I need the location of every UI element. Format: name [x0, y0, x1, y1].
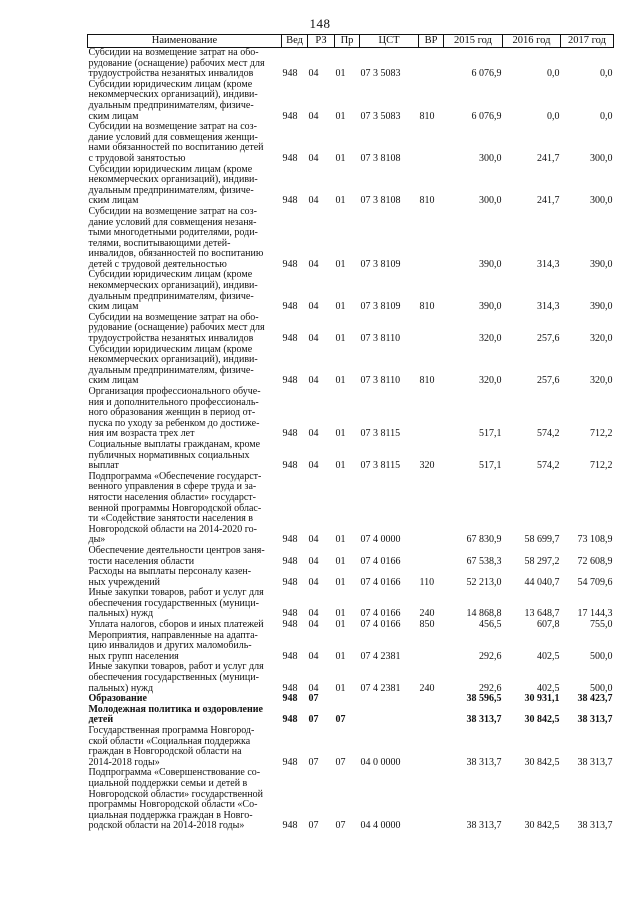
cell-name: Обеспечение деятельности центров заня- тости населения области — [88, 544, 265, 567]
cell-pr: 01 — [335, 258, 346, 270]
cell-name: Мероприятия, направленные на адапта- цию инвалидов и других маломобиль- ных групп населения — [88, 629, 258, 662]
cell-amount-2016: 257,6 — [537, 333, 560, 345]
cell-rz: 07 — [308, 820, 319, 832]
cell-ved: 948 — [282, 756, 298, 768]
table-row — [88, 387, 614, 440]
cell-amount-2016: 241,7 — [537, 195, 560, 207]
cell-vr: 110 — [419, 576, 435, 588]
header-rz: РЗ — [308, 35, 335, 48]
cell-amount-2015: 320,0 — [479, 375, 502, 387]
cell-cst: 07 4 0166 — [360, 555, 401, 567]
table-row — [88, 726, 614, 768]
cell-ved: 948 — [282, 714, 298, 726]
cell-vr: 240 — [419, 608, 435, 620]
cell-ved: 948 — [282, 682, 298, 694]
cell-amount-2016: 241,7 — [537, 152, 560, 164]
table-header — [88, 35, 614, 48]
cell-rz: 04 — [308, 576, 319, 588]
cell-pr: 01 — [335, 576, 346, 588]
cell-vr — [419, 631, 444, 663]
cell-amount-2016: 314,3 — [537, 258, 560, 270]
cell-rz: 07 — [308, 756, 319, 768]
cell-name: Субсидии на возмещение затрат на обо- рудование (оснащение) рабочих мест для трудоустройства незанятых инвалидов — [88, 47, 265, 80]
cell-vr — [419, 313, 444, 345]
cell-amount-2017: 500,0 — [590, 682, 613, 694]
cell-vr — [419, 122, 444, 164]
cell-amount-2015: 292,6 — [479, 650, 502, 662]
cell-amount-2015: 67 830,9 — [466, 534, 502, 546]
cell-amount-2017: 712,2 — [590, 460, 613, 472]
cell-pr: 01 — [335, 650, 346, 662]
header-pr: Пр — [335, 35, 360, 48]
cell-cst: 07 3 8110 — [360, 333, 401, 345]
cell-ved: 948 — [282, 258, 298, 270]
cell-cst: 07 3 8109 — [360, 258, 401, 270]
cell-name: Молодежная политика и оздоровление детей — [88, 703, 263, 726]
cell-vr: 810 — [419, 110, 435, 122]
cell-amount-2017: 755,0 — [590, 619, 613, 631]
cell-rz: 07 — [308, 693, 319, 705]
cell-name: Субсидии на возмещение затрат на соз- дание условий для совмещения незаня- тыми многодетными родителями, роди- телями, воспитывающими детей- инвалидов, обязанностей по воспитанию детей с трудовой деятельностью — [88, 205, 264, 270]
table-row — [88, 631, 614, 663]
cell-cst: 07 3 8115 — [360, 460, 401, 472]
cell-vr: 320 — [419, 460, 435, 472]
cell-ved: 948 — [282, 576, 298, 588]
cell-ved: 948 — [282, 333, 298, 345]
cell-cst: 07 3 8109 — [360, 301, 401, 313]
cell-amount-2015: 38 596,5 — [466, 693, 502, 705]
table-row — [88, 546, 614, 567]
cell-vr — [419, 768, 444, 832]
cell-name: Организация профессионального обуче- ния и дополнительного профессиональ- ного образования женщин в период от- пуска по уходу за ребенком до достиже- ния им возраста трех лет — [88, 386, 261, 440]
cell-name: Подпрограмма «Совершенствование со- циальной поддержки семьи и детей в Новгородской области» государственной программы Новгородской области «Со- циальная поддержка граждан в Новго- родской области на 2014-2018 годы» — [88, 767, 263, 832]
cell-rz: 04 — [308, 333, 319, 345]
cell-ved: 948 — [282, 619, 298, 631]
cell-amount-2015: 390,0 — [479, 258, 502, 270]
cell-amount-2016: 607,8 — [537, 619, 560, 631]
header-2016: 2016 год — [503, 35, 561, 48]
cell-amount-2017: 300,0 — [590, 195, 613, 207]
cell-pr — [335, 694, 360, 705]
cell-amount-2015: 38 313,7 — [466, 756, 502, 768]
cell-ved: 948 — [282, 650, 298, 662]
cell-amount-2015: 517,1 — [479, 428, 502, 440]
table-row — [88, 440, 614, 472]
cell-pr: 01 — [335, 460, 346, 472]
cell-amount-2017: 500,0 — [590, 650, 613, 662]
cell-rz: 04 — [308, 428, 319, 440]
cell-cst: 07 3 8108 — [360, 195, 401, 207]
cell-rz: 04 — [308, 619, 319, 631]
cell-rz: 04 — [308, 608, 319, 620]
cell-amount-2016: 30 931,1 — [524, 693, 560, 705]
header-name: Наименование — [88, 35, 282, 48]
cell-name: Субсидии юридическим лицам (кроме некоммерческих организаций), индиви- дуальным предпринимателям, физиче- ским лицам — [88, 78, 258, 122]
cell-pr: 01 — [335, 534, 346, 546]
cell-amount-2016: 257,6 — [537, 375, 560, 387]
cell-name: Государственная программа Новгород- ской области «Социальная поддержка граждан в Новгородской области на 2014-2018 годы» — [88, 725, 255, 768]
cell-amount-2017: 390,0 — [590, 301, 613, 313]
cell-ved: 948 — [282, 534, 298, 546]
cell-amount-2015: 300,0 — [479, 152, 502, 164]
cell-amount-2016: 58 699,7 — [524, 534, 560, 546]
cell-amount-2015: 300,0 — [479, 195, 502, 207]
cell-cst: 07 3 5083 — [360, 68, 401, 80]
cell-amount-2017: 38 313,7 — [577, 714, 613, 726]
cell-cst: 07 4 0166 — [360, 608, 401, 620]
table-row — [88, 567, 614, 588]
table-row — [88, 270, 614, 312]
cell-ved: 948 — [282, 820, 298, 832]
header-2017: 2017 год — [561, 35, 614, 48]
cell-pr: 01 — [335, 152, 346, 164]
cell-vr — [419, 726, 444, 768]
cell-ved: 948 — [282, 693, 298, 705]
cell-rz: 04 — [308, 650, 319, 662]
cell-amount-2017: 320,0 — [590, 333, 613, 345]
cell-amount-2015: 38 313,7 — [466, 714, 502, 726]
cell-pr: 01 — [335, 619, 346, 631]
cell-amount-2017: 0,0 — [600, 110, 613, 122]
cell-pr: 01 — [335, 301, 346, 313]
cell-pr: 01 — [335, 68, 346, 80]
cell-vr — [419, 48, 444, 80]
cell-rz: 04 — [308, 682, 319, 694]
table-row — [88, 122, 614, 164]
cell-amount-2016: 574,2 — [537, 460, 560, 472]
cell-vr: 850 — [419, 619, 435, 631]
cell-cst: 04 0 0000 — [360, 756, 401, 768]
cell-amount-2016: 44 040,7 — [524, 576, 560, 588]
table-row — [88, 662, 614, 694]
cell-pr: 01 — [335, 333, 346, 345]
cell-amount-2016: 574,2 — [537, 428, 560, 440]
cell-vr — [419, 472, 444, 546]
cell-vr — [419, 694, 444, 705]
cell-cst: 07 4 2381 — [360, 650, 401, 662]
table-row — [88, 48, 614, 80]
cell-name: Субсидии юридическим лицам (кроме некоммерческих организаций), индиви- дуальным предпринимателям, физиче- ским лицам — [88, 343, 258, 387]
cell-cst: 07 4 0166 — [360, 576, 401, 588]
cell-vr: 810 — [419, 301, 435, 313]
cell-amount-2017: 0,0 — [600, 68, 613, 80]
table-row — [88, 313, 614, 345]
cell-amount-2015: 67 538,3 — [466, 555, 502, 567]
cell-amount-2015: 390,0 — [479, 301, 502, 313]
cell-amount-2015: 320,0 — [479, 333, 502, 345]
cell-name: Расходы на выплаты персоналу казен- ных учреждений — [88, 566, 252, 588]
cell-cst: 07 4 0166 — [360, 619, 401, 631]
cell-name: Иные закупки товаров, работ и услуг для обеспечения государственных (муници- пальных) нужд — [88, 661, 264, 694]
cell-pr: 01 — [335, 555, 346, 567]
cell-amount-2016: 402,5 — [537, 682, 560, 694]
cell-vr — [419, 705, 444, 726]
header-2015: 2015 год — [444, 35, 503, 48]
cell-ved: 948 — [282, 375, 298, 387]
cell-ved: 948 — [282, 428, 298, 440]
cell-name: Уплата налогов, сборов и иных платежей — [88, 619, 264, 631]
cell-cst: 04 4 0000 — [360, 820, 401, 832]
cell-pr: 01 — [335, 195, 346, 207]
cell-pr: 01 — [335, 682, 346, 694]
cell-amount-2016: 30 842,5 — [524, 714, 560, 726]
cell-amount-2017: 38 313,7 — [577, 820, 613, 832]
cell-pr: 07 — [335, 714, 346, 726]
cell-cst: 07 3 8110 — [360, 375, 401, 387]
cell-amount-2016: 314,3 — [537, 301, 560, 313]
cell-ved: 948 — [282, 301, 298, 313]
cell-name: Образование — [88, 693, 147, 705]
header-vr: ВР — [419, 35, 444, 48]
cell-name: Субсидии на возмещение затрат на обо- рудование (оснащение) рабочих мест для трудоустройства незанятых инвалидов — [88, 311, 265, 345]
table-row — [88, 768, 614, 832]
table-row — [88, 165, 614, 207]
cell-vr: 240 — [419, 682, 435, 694]
cell-amount-2015: 517,1 — [479, 460, 502, 472]
cell-amount-2017: 17 144,3 — [577, 608, 613, 620]
cell-ved: 948 — [282, 68, 298, 80]
cell-rz: 04 — [308, 110, 319, 122]
cell-pr: 01 — [335, 608, 346, 620]
cell-ved: 948 — [282, 460, 298, 472]
cell-amount-2017: 300,0 — [590, 152, 613, 164]
cell-name: Субсидии юридическим лицам (кроме некоммерческих организаций), индиви- дуальным предпринимателям, физиче- ским лицам — [88, 163, 258, 207]
cell-ved: 948 — [282, 555, 298, 567]
cell-vr — [419, 387, 444, 440]
cell-pr: 07 — [335, 820, 346, 832]
table-row — [88, 705, 614, 726]
cell-amount-2016: 0,0 — [547, 110, 560, 122]
cell-amount-2015: 6 076,9 — [471, 110, 502, 122]
cell-rz: 04 — [308, 375, 319, 387]
cell-amount-2017: 390,0 — [590, 258, 613, 270]
cell-ved: 948 — [282, 195, 298, 207]
cell-amount-2015: 6 076,9 — [471, 68, 502, 80]
cell-pr: 01 — [335, 428, 346, 440]
header-cst: ЦСТ — [360, 35, 419, 48]
cell-vr — [419, 207, 444, 271]
cell-amount-2017: 320,0 — [590, 375, 613, 387]
cell-cst: 07 3 5083 — [360, 110, 401, 122]
table-row — [88, 80, 614, 122]
cell-amount-2015: 292,6 — [479, 682, 502, 694]
cell-pr: 01 — [335, 110, 346, 122]
table-row — [88, 345, 614, 387]
cell-rz: 04 — [308, 555, 319, 567]
cell-amount-2015: 52 213,0 — [466, 576, 502, 588]
table-body — [88, 48, 614, 832]
cell-cst — [360, 705, 419, 726]
cell-pr: 07 — [335, 756, 346, 768]
cell-ved: 948 — [282, 152, 298, 164]
cell-rz: 04 — [308, 152, 319, 164]
header-ved: Вед — [282, 35, 308, 48]
cell-cst — [360, 694, 419, 705]
cell-pr: 01 — [335, 375, 346, 387]
cell-rz: 04 — [308, 534, 319, 546]
cell-rz: 04 — [308, 460, 319, 472]
cell-vr: 810 — [419, 375, 435, 387]
cell-amount-2015: 38 313,7 — [466, 820, 502, 832]
cell-name: Социальные выплаты гражданам, кроме публичных нормативных социальных выплат — [88, 438, 261, 472]
cell-rz: 04 — [308, 68, 319, 80]
cell-cst: 07 3 8108 — [360, 152, 401, 164]
cell-rz: 07 — [308, 714, 319, 726]
table-row — [88, 588, 614, 620]
cell-amount-2016: 402,5 — [537, 650, 560, 662]
cell-ved: 948 — [282, 110, 298, 122]
cell-amount-2016: 0,0 — [547, 68, 560, 80]
page-number: 148 — [309, 16, 331, 31]
cell-rz: 04 — [308, 258, 319, 270]
cell-amount-2016: 30 842,5 — [524, 756, 560, 768]
cell-cst: 07 4 2381 — [360, 682, 401, 694]
cell-amount-2017: 712,2 — [590, 428, 613, 440]
cell-amount-2017: 54 709,6 — [577, 576, 613, 588]
cell-name: Субсидии на возмещение затрат на соз- дание условий для совмещения женщи- нами обязанностей по воспитанию детей с трудовой занятостью — [88, 121, 264, 164]
cell-amount-2016: 58 297,2 — [524, 555, 560, 567]
cell-amount-2015: 456,5 — [479, 619, 502, 631]
budget-table — [87, 34, 614, 832]
cell-ved: 948 — [282, 608, 298, 620]
cell-rz: 04 — [308, 301, 319, 313]
cell-cst: 07 4 0000 — [360, 534, 401, 546]
cell-name: Субсидии юридическим лицам (кроме некоммерческих организаций), индиви- дуальным предпринимателям, физиче- ским лицам — [88, 269, 258, 313]
cell-amount-2016: 13 648,7 — [524, 608, 560, 620]
cell-rz: 04 — [308, 195, 319, 207]
cell-amount-2017: 73 108,9 — [577, 534, 613, 546]
cell-name: Подпрограмма «Обеспечение государст- венного управления в сфере труда и за- нятости населения области» государст- венной программы Новгородской облас- ти «Содействие занятости населения в Новгородской области на 2014-2020 го- ды» — [88, 470, 262, 546]
cell-amount-2017: 38 423,7 — [577, 693, 613, 705]
cell-cst: 07 3 8115 — [360, 428, 401, 440]
cell-vr — [419, 546, 444, 567]
cell-amount-2015: 14 868,8 — [466, 608, 502, 620]
cell-amount-2017: 72 608,9 — [577, 555, 613, 567]
table-row — [88, 472, 614, 546]
cell-vr: 810 — [419, 195, 435, 207]
cell-name: Иные закупки товаров, работ и услуг для обеспечения государственных (муници- пальных) нужд — [88, 587, 264, 620]
table-row — [88, 207, 614, 271]
cell-amount-2017: 38 313,7 — [577, 756, 613, 768]
cell-amount-2016: 30 842,5 — [524, 820, 560, 832]
